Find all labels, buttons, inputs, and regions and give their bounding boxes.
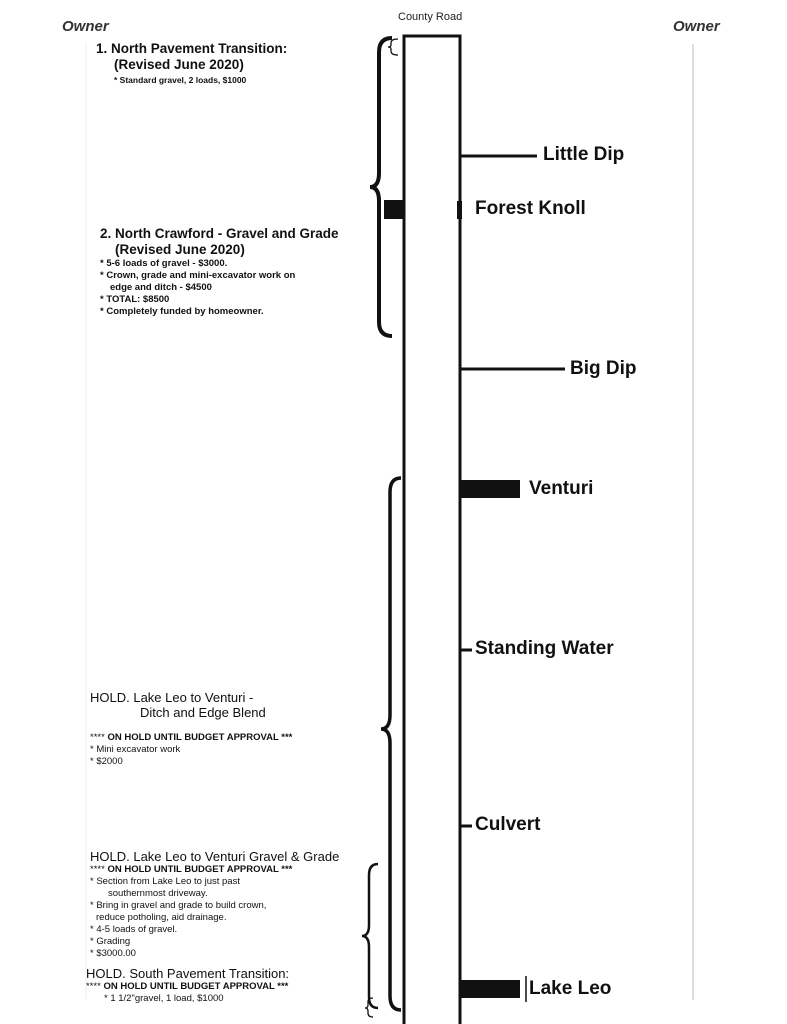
culvert-label: Culvert — [475, 814, 541, 835]
gravel-grade-item-crown-cont: reduce potholing, aid drainage. — [96, 912, 227, 923]
north-crawford-item-crown-cont: edge and ditch - $4500 — [110, 282, 212, 293]
big-dip-label: Big Dip — [570, 358, 637, 379]
brace-gravel-grade — [362, 864, 378, 1008]
ditch-edge-subtitle: Ditch and Edge Blend — [140, 705, 266, 720]
south-pavement-title: HOLD. South Pavement Transition: — [86, 966, 290, 981]
ditch-edge-hold-text: ON HOLD UNTIL BUDGET APPROVAL *** — [107, 732, 293, 743]
gravel-grade-title: HOLD. Lake Leo to Venturi Gravel & Grade — [90, 849, 340, 864]
ditch-edge-item-excavator: * Mini excavator work — [90, 744, 181, 755]
gravel-grade-hold-prefix: **** — [90, 864, 108, 875]
north-crawford-title: 2. North Crawford - Gravel and Grade — [100, 226, 339, 241]
south-pavement-section — [86, 966, 289, 1005]
ditch-edge-item-cost: * $2000 — [90, 756, 123, 767]
gravel-grade-item-grading: * Grading — [90, 936, 131, 947]
north-pavement-section — [96, 41, 287, 86]
north-crawford-total: * TOTAL: $8500 — [100, 294, 170, 305]
county-road — [404, 36, 460, 1024]
little-dip-label: Little Dip — [543, 144, 625, 165]
north-crawford-section — [100, 226, 339, 318]
south-pavement-hold-prefix: **** — [86, 981, 104, 992]
north-crawford-item-crown: * Crown, grade and mini-excavator work on — [100, 270, 296, 281]
brace-north-crawford — [370, 38, 392, 336]
ditch-edge-hold-line — [90, 732, 292, 744]
owner-right-label: Owner — [673, 18, 720, 35]
county-road-label: County Road — [398, 11, 463, 23]
gravel-grade-item-section: * Section from Lake Leo to just past — [90, 876, 240, 887]
south-pavement-item-gravel: * 1 1/2"gravel, 1 load, $1000 — [104, 993, 224, 1004]
north-crawford-item-gravel: * 5-6 loads of gravel - $3000. — [100, 258, 228, 269]
ditch-edge-hold-prefix: **** — [90, 732, 108, 743]
gravel-grade-item-cost: * $3000.00 — [90, 948, 136, 959]
gravel-grade-section — [90, 849, 339, 960]
owner-left-label: Owner — [62, 18, 109, 35]
gravel-grade-item-crown: * Bring in gravel and grade to build crown, — [90, 900, 267, 911]
forest-knoll-marker — [457, 201, 462, 219]
lake-leo-marker — [461, 980, 520, 998]
forest-knoll-label: Forest Knoll — [475, 198, 586, 219]
north-pavement-title: 1. North Pavement Transition: — [96, 41, 288, 56]
ditch-edge-title: HOLD. Lake Leo to Venturi - — [90, 690, 254, 705]
brace-north-pavement — [388, 39, 398, 55]
north-pavement-note: * Standard gravel, 2 loads, $1000 — [114, 75, 247, 85]
gravel-grade-hold-text: ON HOLD UNTIL BUDGET APPROVAL *** — [107, 864, 293, 875]
north-crawford-revised: (Revised June 2020) — [115, 242, 245, 257]
standing-water-label: Standing Water — [475, 638, 614, 659]
gravel-grade-item-section-cont: southernmost driveway. — [108, 888, 208, 899]
venturi-label: Venturi — [529, 478, 594, 499]
south-pavement-hold-text: ON HOLD UNTIL BUDGET APPROVAL *** — [103, 981, 289, 992]
lake-leo-label: Lake Leo — [529, 978, 612, 999]
north-pavement-revised: (Revised June 2020) — [114, 57, 244, 72]
gravel-grade-hold-line — [90, 864, 339, 876]
brace-ditch-edge — [381, 478, 401, 1010]
forest-knoll-left-marker — [384, 200, 404, 219]
north-crawford-funding: * Completely funded by homeowner. — [100, 306, 264, 317]
south-pavement-hold-line — [86, 981, 289, 993]
ditch-edge-section — [90, 690, 292, 768]
gravel-grade-item-loads: * 4-5 loads of gravel. — [90, 924, 178, 935]
venturi-marker — [461, 480, 520, 498]
